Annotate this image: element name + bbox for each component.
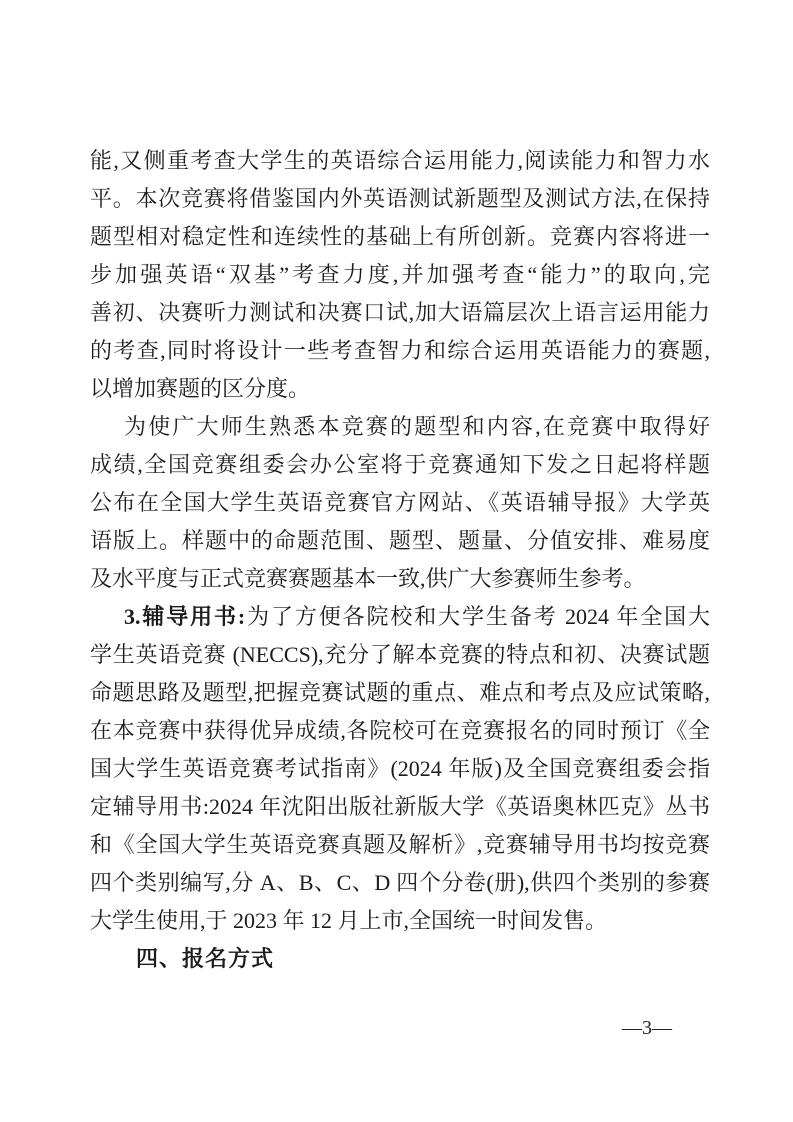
text-line: 及水平度与正式竞赛赛题基本一致,供广大参赛师生参考。 (90, 566, 646, 591)
text-line: 公布在全国大学生英语竞赛官方网站、《英语辅导报》大学英 (90, 490, 710, 515)
text-line: 在本竞赛中获得优异成绩,各院校可在竞赛报名的同时预订《全 (90, 718, 710, 743)
section-heading (90, 940, 710, 978)
paragraph (90, 142, 710, 408)
text-line: 大学生使用,于 2023 年 12 月上市,全国统一时间发售。 (90, 908, 608, 933)
page-number: —3— (622, 1017, 672, 1039)
paragraph (90, 598, 710, 940)
text-line: 定辅导用书:2024 年沈阳出版社新版大学《英语奥林匹克》丛书 (90, 794, 710, 819)
text-line: 学生英语竞赛 (NECCS),充分了解本竞赛的特点和初、决赛试题 (90, 642, 710, 667)
text-line: 以增加赛题的区分度。 (90, 376, 311, 401)
text-line: 语版上。样题中的命题范围、题型、题量、分值安排、难易度 (90, 528, 710, 553)
text-line: 步加强英语“双基”考查力度,并加强考查“能力”的取向,完 (90, 262, 710, 287)
text-line: 平。本次竞赛将借鉴国内外英语测试新题型及测试方法,在保持 (90, 186, 710, 211)
text-line: 命题思路及题型,把握竞赛试题的重点、难点和考点及应试策略, (90, 680, 710, 705)
text-line: 题型相对稳定性和连续性的基础上有所创新。竞赛内容将进一 (90, 224, 710, 249)
heading-line: 四、报名方式 (136, 946, 275, 971)
text-line: 为使广大师生熟悉本竞赛的题型和内容,在竞赛中取得好 (124, 414, 710, 439)
text-line: 3.辅导用书:为了方便各院校和大学生备考 2024 年全国大 (124, 604, 710, 629)
text-line: 四个类别编写,分 A、B、C、D 四个分卷(册),供四个类别的参赛 (90, 870, 710, 895)
text-line: 的考查,同时将设计一些考查智力和综合运用英语能力的赛题, (90, 338, 710, 363)
document-body (90, 142, 710, 978)
text-line: 成绩,全国竞赛组委会办公室将于竞赛通知下发之日起将样题 (90, 452, 710, 477)
text-line: 和《全国大学生英语竞赛真题及解析》,竞赛辅导用书均按竞赛 (90, 832, 710, 857)
text-line: 国大学生英语竞赛考试指南》(2024 年版)及全国竞赛组委会指 (90, 756, 710, 781)
bold-lead-label: 3.辅导用书: (124, 604, 246, 629)
text-line: 能,又侧重考查大学生的英语综合运用能力,阅读能力和智力水 (90, 148, 710, 173)
paragraph (90, 408, 710, 598)
text-line: 善初、决赛听力测试和决赛口试,加大语篇层次上语言运用能力 (90, 300, 710, 325)
